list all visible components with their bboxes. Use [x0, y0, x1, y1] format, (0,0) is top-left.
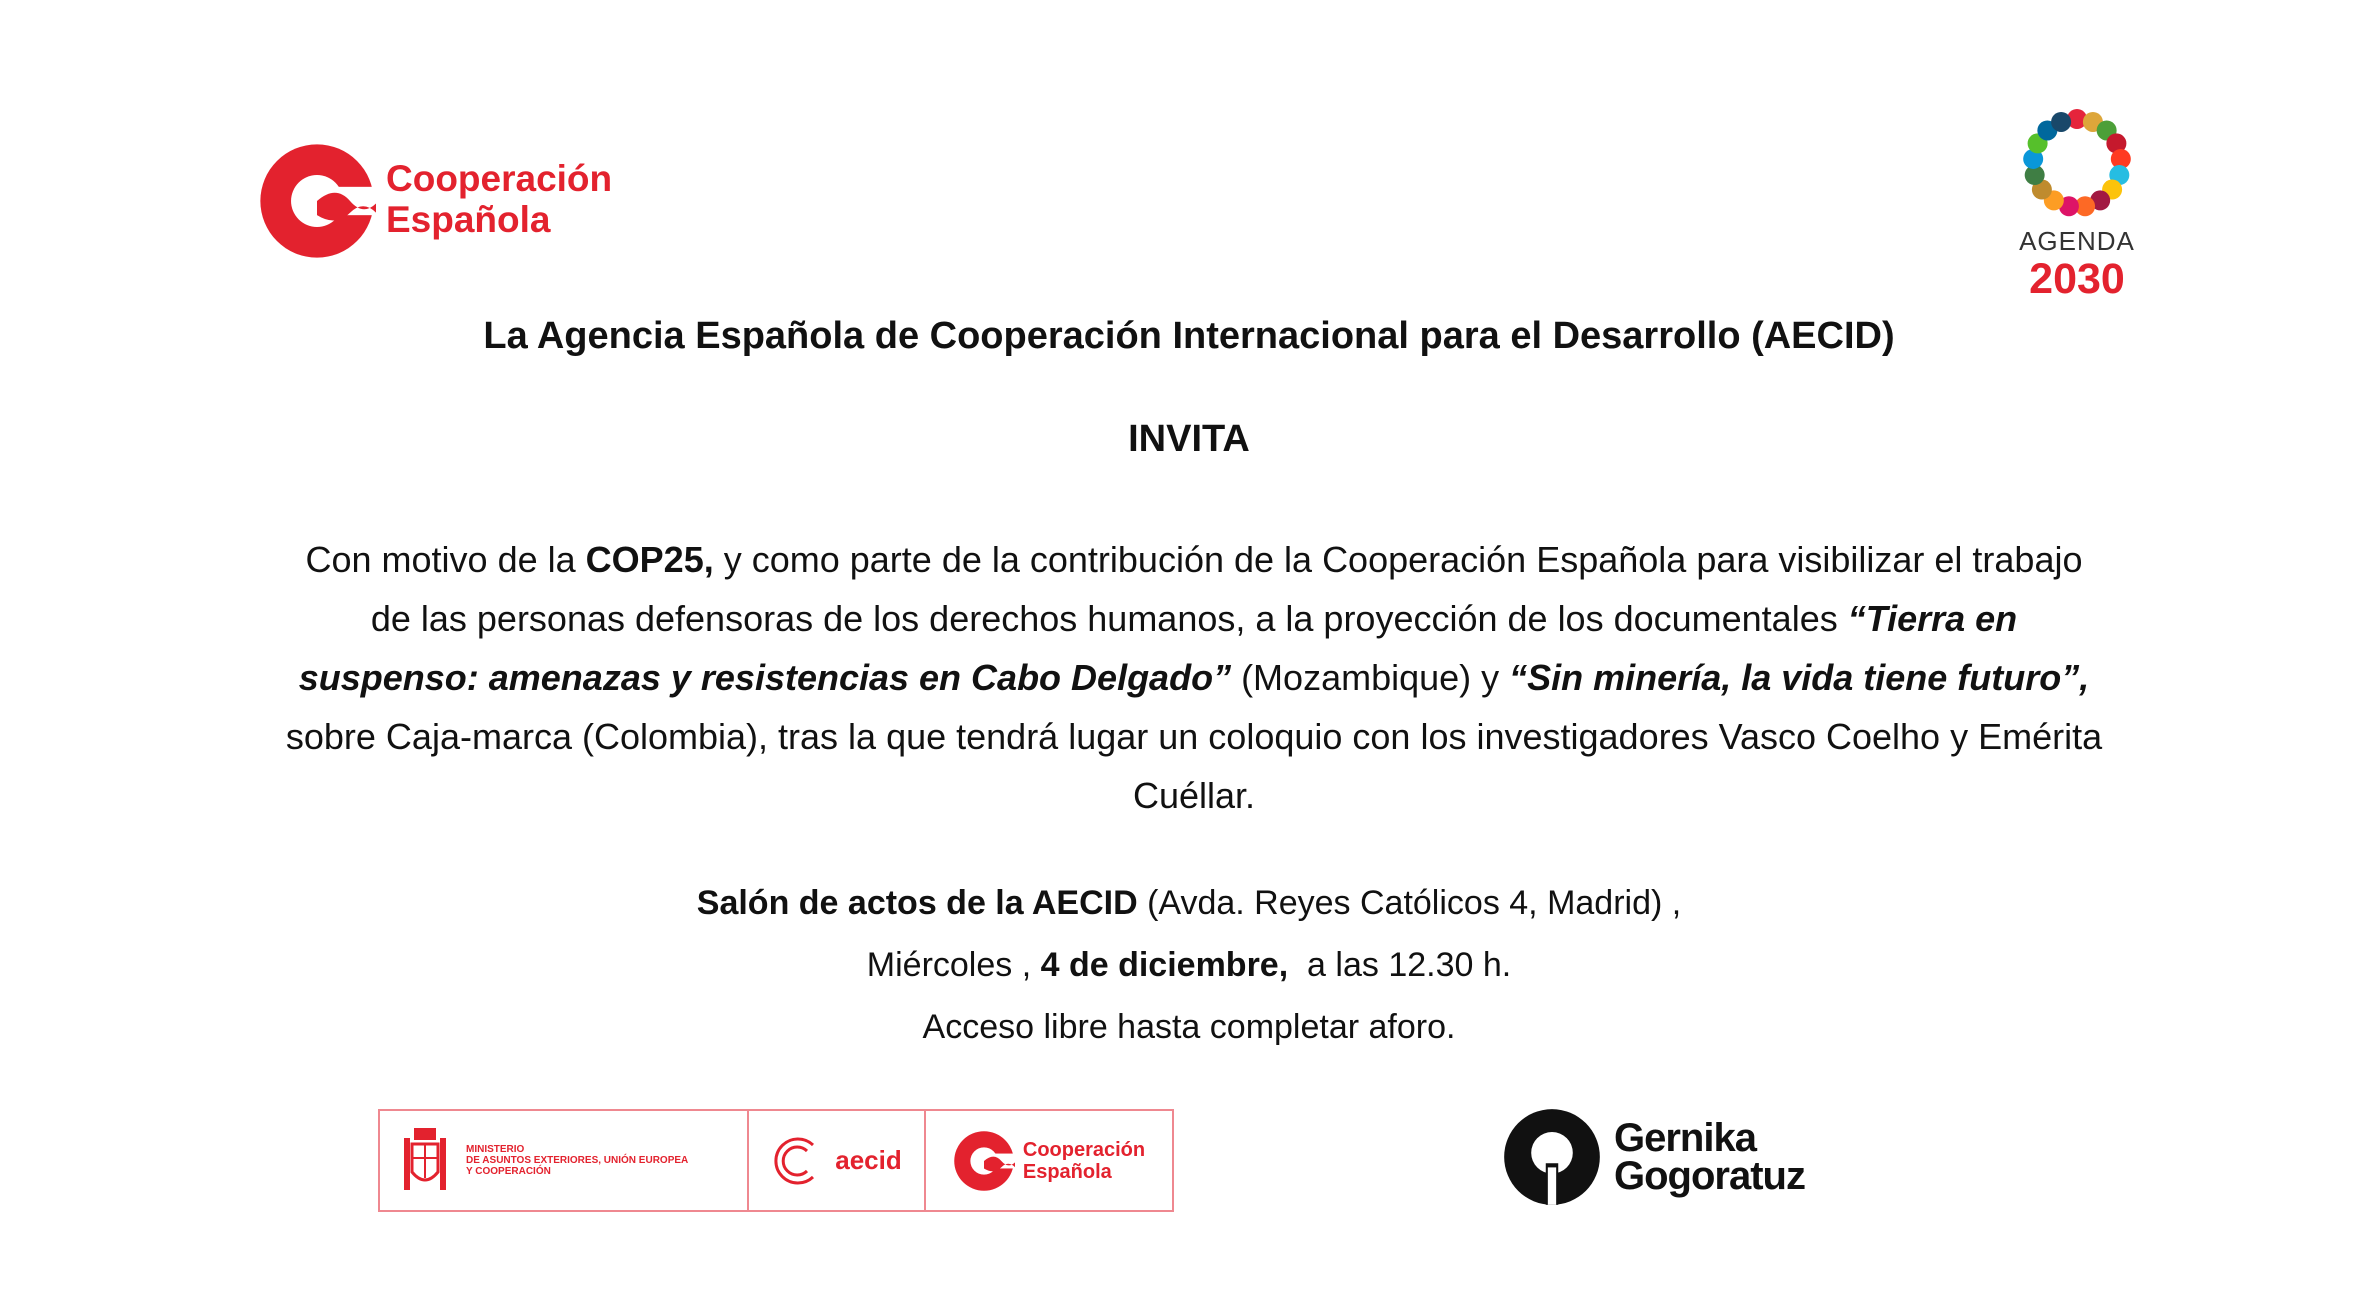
- gernika-line2: Gogoratuz: [1614, 1154, 1805, 1198]
- gernika-line1: Gernika: [1614, 1116, 1756, 1160]
- coop-small-line2: Española: [1022, 1160, 1112, 1183]
- venue-line: [0, 872, 2378, 934]
- sdg-wheel-icon: [2022, 108, 2132, 218]
- date-text: 4 de diciembre,: [1040, 946, 1289, 984]
- para-text-1: Con motivo de la: [305, 539, 586, 580]
- aecid-logo: [747, 1111, 924, 1210]
- ministry-line2: DE ASUNTOS EXTERIORES, UNIÓN EUROPEA: [466, 1155, 689, 1166]
- invitation-paragraph: [285, 530, 2103, 825]
- para-text-4: sobre Caja-marca (Colombia), tras la que tendrá lugar un coloquio con los investigadores Vasco Coelho y Emérita Cuéllar.: [285, 716, 2103, 816]
- ministry-line1: MINISTERIO: [466, 1144, 525, 1155]
- venue-address: (Avda. Reyes Católicos 4, Madrid) ,: [1137, 884, 1682, 922]
- coop-logo-line2: Española: [386, 199, 551, 240]
- page-title: La Agencia Española de Cooperación Internacional para el Desarrollo (AECID): [483, 315, 1895, 357]
- aecid-text: aecid: [835, 1145, 902, 1175]
- invita-heading: INVITA: [1128, 418, 1250, 460]
- documentary-title-1: “Tierra en suspenso: amenazas y resistencias en Cabo Delgado”: [298, 598, 2018, 698]
- event-details: [0, 872, 2378, 1058]
- venue-name: Salón de actos de la AECID: [696, 884, 1138, 922]
- documentary-title-2: “Sin minería, la vida tiene futuro”,: [1509, 657, 2090, 698]
- date-line: [0, 934, 2378, 996]
- day-text: Miércoles ,: [866, 946, 1041, 984]
- coop-small-line1: Cooperación: [1022, 1138, 1146, 1161]
- agenda-year: 2030: [2029, 255, 2125, 303]
- gernika-gogoratuz-logo: [1500, 1105, 1805, 1209]
- ministry-text: [466, 1144, 688, 1177]
- cop25-text: COP25,: [585, 539, 714, 580]
- gernika-mark-icon: [1500, 1105, 1604, 1209]
- cooperacion-espanola-logo-text: [386, 158, 612, 240]
- gernika-text: [1614, 1116, 1805, 1198]
- footer-logos-strip: [378, 1109, 1174, 1212]
- ministry-line3: Y COOPERACIÓN: [466, 1166, 551, 1177]
- coat-of-arms-icon: [398, 1124, 452, 1198]
- time-text: a las 12.30 h.: [1288, 946, 1512, 984]
- agenda-word: AGENDA: [2019, 226, 2135, 256]
- coop-small-text: [1023, 1139, 1145, 1183]
- cooperacion-espanola-logo-mark: [258, 142, 376, 260]
- access-line: Acceso libre hasta completar aforo.: [922, 1008, 1456, 1046]
- sdg-segment: [2051, 112, 2071, 132]
- coop-logo-line1: Cooperación: [386, 158, 613, 199]
- coop-small-logo: [924, 1111, 1172, 1210]
- aecid-mark-icon: [771, 1133, 827, 1189]
- agenda-2030-logo: [2004, 108, 2150, 301]
- coop-small-mark-icon: [953, 1130, 1015, 1192]
- para-text-3: (Mozambique) y: [1231, 657, 1510, 698]
- para-text-2: y como parte de la contribución de la Cooperación Española para visibilizar el trabajo de las personas defensoras de los derechos humanos, a la proyección de los documentales: [370, 539, 2083, 639]
- ministry-logo: [380, 1111, 747, 1210]
